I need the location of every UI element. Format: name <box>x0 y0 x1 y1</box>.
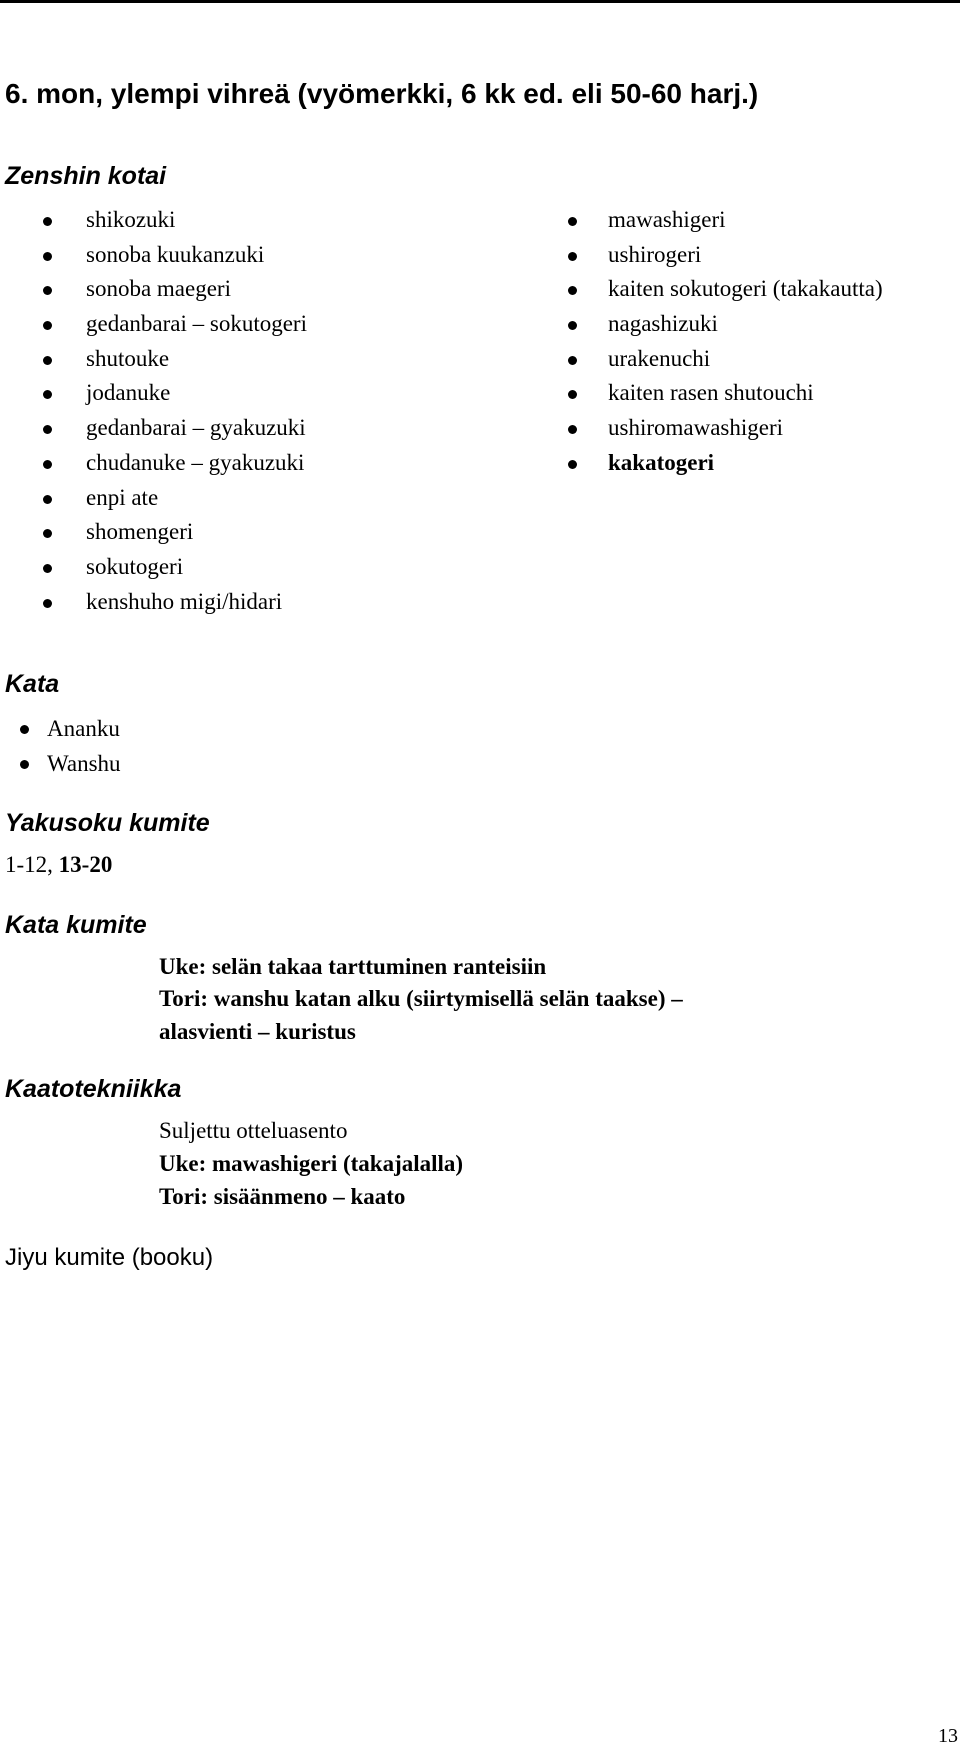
yakusoku-kumite-range: 1-12, 13-20 <box>5 852 113 877</box>
bullet-icon <box>568 217 577 226</box>
list-item: kenshuho migi/hidari <box>38 585 307 620</box>
page-title: 6. mon, ylempi vihreä (vyömerkki, 6 kk ed. eli 50-60 harj.) <box>5 78 759 109</box>
zenshin-kotai-heading: Zenshin kotai <box>5 162 167 190</box>
list-item: kaiten rasen shutouchi <box>563 376 883 411</box>
bullet-icon <box>568 252 577 261</box>
list-item: gedanbarai – sokutogeri <box>38 307 307 342</box>
bullet-icon <box>568 356 577 365</box>
bullet-icon <box>43 356 52 365</box>
bullet-icon <box>43 495 52 504</box>
list-item: Ananku <box>20 711 121 746</box>
bullet-icon <box>568 286 577 295</box>
bullet-icon <box>568 390 577 399</box>
bullet-icon <box>20 760 29 769</box>
list-item: sokutogeri <box>38 550 307 585</box>
bullet-icon <box>43 529 52 538</box>
bullet-icon <box>20 725 29 734</box>
bullet-icon <box>43 321 52 330</box>
yakusoku-kumite-heading: Yakusoku kumite <box>5 809 210 837</box>
list-item: nagashizuki <box>563 307 883 342</box>
bullet-icon <box>568 425 577 434</box>
list-item: chudanuke – gyakuzuki <box>38 446 307 481</box>
list-item: urakenuchi <box>563 342 883 377</box>
zenshin-kotai-left-list <box>38 203 307 619</box>
list-item: jodanuke <box>38 376 307 411</box>
kaatotekniikka-line: Suljettu otteluasento <box>159 1118 348 1143</box>
kaatotekniikka-line: Uke: mawashigeri (takajalalla) <box>159 1151 464 1176</box>
kaatotekniikka-heading: Kaatotekniikka <box>5 1075 182 1103</box>
list-item: gedanbarai – gyakuzuki <box>38 411 307 446</box>
bullet-icon <box>43 286 52 295</box>
jiyu-kumite-heading: Jiyu kumite (booku) <box>5 1244 214 1271</box>
list-item: enpi ate <box>38 481 307 516</box>
bullet-icon <box>43 217 52 226</box>
list-item: sonoba maegeri <box>38 272 307 307</box>
kata-kumite-heading: Kata kumite <box>5 911 147 939</box>
top-rule <box>0 0 960 3</box>
zenshin-kotai-right-list <box>563 203 883 481</box>
list-item: Wanshu <box>20 746 121 781</box>
kata-kumite-line: Tori: wanshu katan alku (siirtymisellä selän taakse) – <box>159 986 683 1011</box>
bullet-icon <box>43 425 52 434</box>
bullet-icon <box>43 252 52 261</box>
list-item: shomengeri <box>38 515 307 550</box>
list-item: shikozuki <box>38 203 307 238</box>
list-item: kakatogeri <box>563 446 883 481</box>
list-item: mawashigeri <box>563 203 883 238</box>
page-number: 13 <box>938 1725 958 1747</box>
kaatotekniikka-line: Tori: sisäänmeno – kaato <box>159 1184 406 1209</box>
bullet-icon <box>43 390 52 399</box>
kata-kumite-line: alasvienti – kuristus <box>159 1019 356 1044</box>
list-item: sonoba kuukanzuki <box>38 238 307 273</box>
kata-kumite-line: Uke: selän takaa tarttuminen ranteisiin <box>159 954 547 979</box>
bullet-icon <box>568 321 577 330</box>
kata-list <box>20 711 121 781</box>
list-item: ushirogeri <box>563 238 883 273</box>
list-item: kaiten sokutogeri (takakautta) <box>563 272 883 307</box>
list-item: ushiromawashigeri <box>563 411 883 446</box>
bullet-icon <box>43 599 52 608</box>
kata-heading: Kata <box>5 670 60 698</box>
bullet-icon <box>43 460 52 469</box>
bullet-icon <box>43 564 52 573</box>
list-item: shutouke <box>38 342 307 377</box>
bullet-icon <box>568 460 577 469</box>
